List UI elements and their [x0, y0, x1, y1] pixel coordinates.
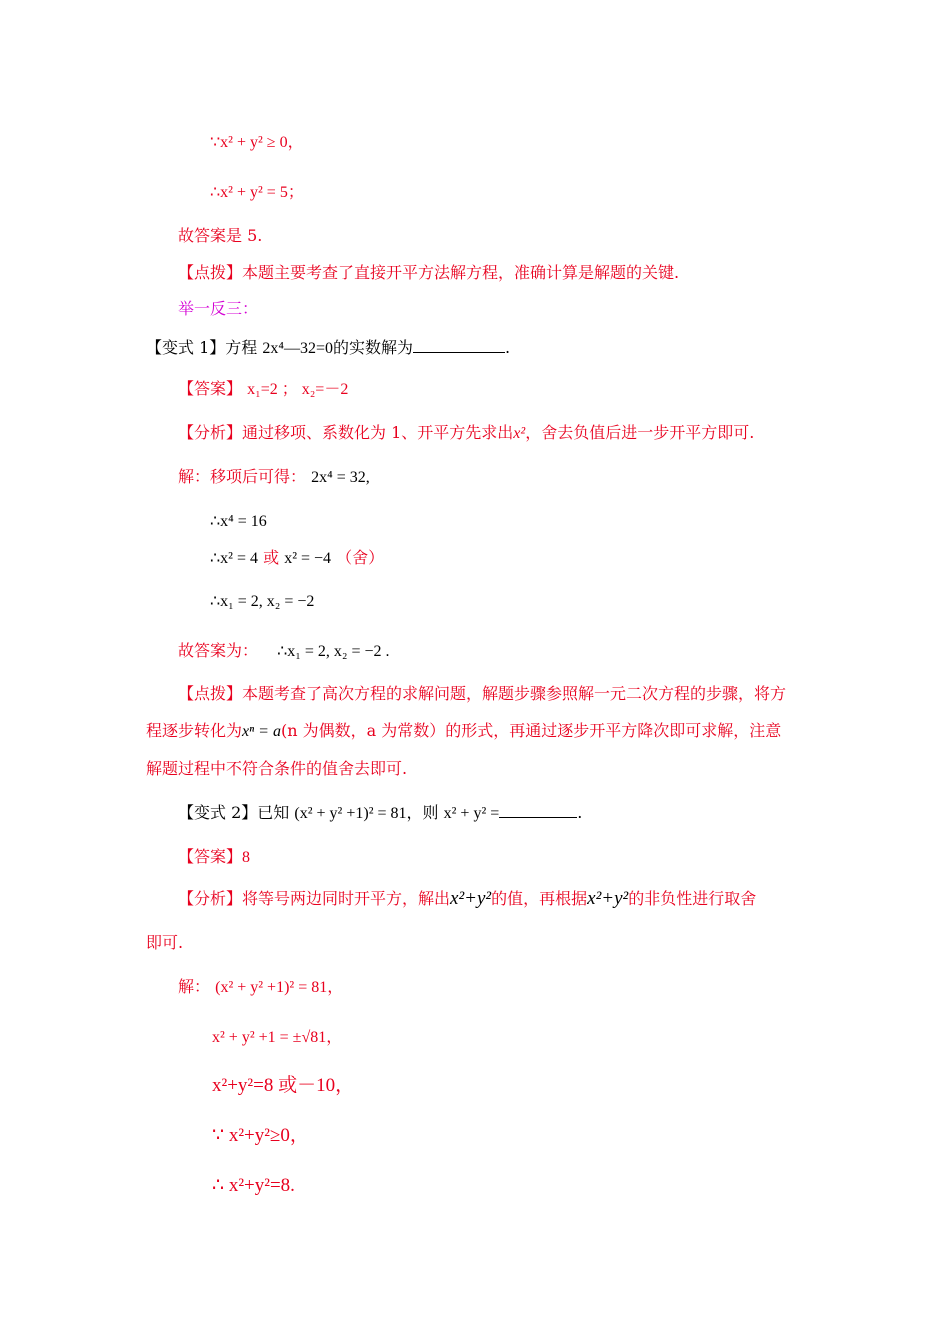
variant2-solution-pre: 解： — [178, 977, 211, 996]
variant1-answer — [178, 378, 348, 401]
variant2-analysis-tail — [146, 932, 183, 954]
variant1-solution-pre: 解：移项后可得： — [178, 467, 307, 486]
variant2-step3 — [212, 1125, 309, 1147]
variant1-post: 的实数解为 — [333, 338, 414, 357]
variant2-mid: ，则 — [406, 803, 439, 822]
variant2-step4 — [212, 1175, 295, 1197]
variant2-answer-blank — [499, 803, 577, 818]
variant2-answer-value: 8 — [242, 849, 251, 866]
variant2-analysis-tail-text: 即可. — [146, 933, 184, 952]
variant1-answer-tag: 【答案】 — [178, 379, 243, 398]
line-result — [210, 181, 304, 204]
variant1-final-eq: ∴x₁ = 2, x₂ = −2 . — [277, 643, 390, 660]
variant2-answer — [178, 846, 250, 869]
variant1-tip2-eq: xⁿ = a — [242, 723, 281, 740]
variant2-question — [178, 802, 582, 825]
variant1-step2a: ∴x² = 4 — [210, 550, 258, 567]
section-heading-text: 举一反三： — [178, 299, 259, 318]
variant1-pre: 方程 — [225, 338, 258, 357]
variant2-analysis-eq1: x²+y² — [450, 888, 492, 909]
variant1-analysis-eq: x² — [513, 425, 526, 442]
variant2-solution-eq: (x² + y² +1)² = 81， — [215, 979, 344, 996]
variant2-step3-text: ∵ x²+y²≥0， — [212, 1125, 309, 1146]
variant1-tag: 【变式 1】 — [146, 338, 226, 357]
variant1-step1 — [210, 510, 267, 533]
variant1-step2 — [210, 547, 384, 570]
variant2-step1 — [212, 1026, 342, 1049]
variant1-tip3: 解题过程中不符合条件的值舍去即可. — [146, 759, 408, 778]
variant2-analysis-eq2: x²+y² — [587, 888, 629, 909]
variant1-step1-text: ∴x⁴ = 16 — [210, 513, 267, 530]
variant1-tip2-post: (n 为偶数，a 为常数）的形式，再通过逐步开平方降次即可求解，注意 — [280, 721, 782, 740]
variant2-analysis-mid: 的值，再根据 — [491, 889, 588, 908]
result-text: ∴x² + y² = 5； — [210, 184, 304, 201]
variant1-step2c: x² = −4 — [284, 550, 332, 567]
variant1-tip-line3 — [146, 758, 407, 780]
tip-line — [178, 262, 679, 284]
variant2-answer-tag: 【答案】 — [178, 847, 243, 866]
variant1-tip-line2 — [146, 720, 781, 743]
variant1-analysis-pre: 通过移项、系数化为 1、开平方先求出 — [242, 423, 514, 442]
variant2-analysis-tag: 【分析】 — [178, 889, 243, 908]
variant1-step2-discard: （舍） — [336, 548, 385, 567]
variant1-step3-text: ∴x₁ = 2, x₂ = −2 — [210, 593, 315, 610]
variant1-end: . — [505, 338, 511, 357]
cond-text: ∵x² + y² ≥ 0， — [210, 134, 304, 151]
variant1-answer-value: x₁=2 ； x₂=－2 — [247, 381, 349, 398]
variant2-step4-text: ∴ x²+y²=8. — [212, 1175, 295, 1196]
variant1-analysis-post: ，舍去负值后进一步开平方即可. — [525, 423, 755, 442]
variant2-step2 — [212, 1075, 354, 1097]
variant1-analysis — [178, 422, 754, 445]
variant1-question — [146, 337, 510, 360]
variant2-step2-text: x²+y²=8 或－10， — [212, 1075, 355, 1096]
variant1-tip1: 本题考查了高次方程的求解问题，解题步骤参照解一元二次方程的步骤，将方 — [242, 684, 787, 703]
variant1-step3 — [210, 590, 314, 613]
tip-tag: 【点拨】 — [178, 263, 243, 282]
variant2-solution — [178, 976, 343, 999]
variant2-equation2: x² + y² = — [443, 805, 500, 822]
variant2-step1-text: x² + y² +1 = ±√81， — [212, 1029, 343, 1046]
variant2-end: . — [577, 803, 583, 822]
variant1-tip-tag: 【点拨】 — [178, 684, 243, 703]
variant2-pre: 已知 — [257, 803, 290, 822]
line-cond — [210, 131, 304, 154]
tip-text: 本题主要考查了直接开平方法解方程，准确计算是解题的关键. — [242, 263, 680, 282]
variant2-analysis — [178, 888, 756, 910]
variant1-final — [178, 640, 390, 663]
variant2-tag: 【变式 2】 — [178, 803, 258, 822]
variant1-solution — [178, 466, 370, 489]
answer-line — [178, 225, 262, 247]
answer-text: 故答案是 5. — [178, 226, 263, 245]
variant1-equation: 2x⁴—32=0 — [262, 340, 333, 357]
variant1-step2-or: 或 — [263, 548, 280, 567]
variant1-tip2-pre: 程逐步转化为 — [146, 721, 243, 740]
answer-blank — [413, 338, 505, 353]
variant1-final-pre: 故答案为： — [178, 641, 259, 660]
variant2-analysis-post: 的非负性进行取舍 — [628, 889, 757, 908]
variant2-equation: (x² + y² +1)² = 81 — [294, 805, 407, 822]
variant1-tip-line1 — [178, 683, 786, 705]
variant1-analysis-tag: 【分析】 — [178, 423, 243, 442]
variant2-analysis-pre: 将等号两边同时开平方，解出 — [242, 889, 451, 908]
variant1-solution-eq: 2x⁴ = 32, — [311, 469, 370, 486]
section-heading — [178, 298, 258, 320]
